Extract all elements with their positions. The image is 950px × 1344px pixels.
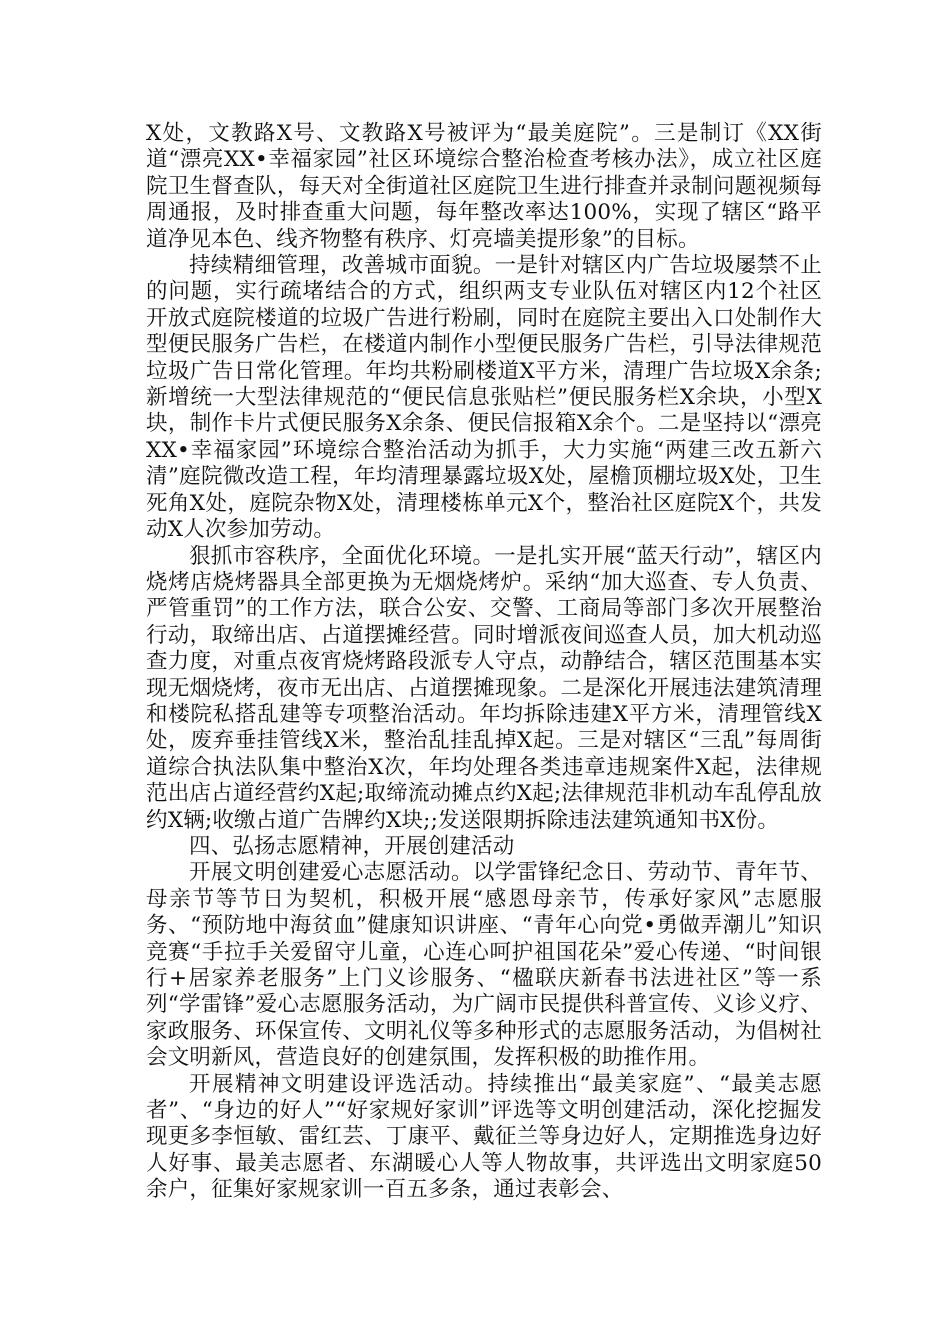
paragraph-refined-management: 持续精细管理，改善城市面貌。一是针对辖区内广告垃圾屡禁不止的问题，实行疏堵结合的方式，组织两支专业队伍对辖区内12个社区开放式庭院楼道的垃圾广告进行粉刷，同时在庭院主要出入口处制作大型便民服务广告栏，在楼道内制作小型便民服务广告栏，引导法律规范垃圾广告日常化管理。年均共粉刷楼道X平方米，清理广告垃圾X余条;新增统一大型法律规范的“便民信息张贴栏”便民服务栏X余块，小型X块，制作卡片式便民服务X余条、便民信报箱X余个。二是坚持以“漂亮XX•幸福家园”环境综合整治活动为抓手，大力实施“两建三改五新六清”庭院微改造工程，年均清理暴露垃圾X处，屋檐顶棚垃圾X处，卫生死角X处，庭院杂物X处，清理楼栋单元X个，整治社区庭院X个，共发动X人次参加劳动。 bbox=[146, 253, 822, 543]
paragraph-civilization-selection: 开展精神文明建设评选活动。持续推出“最美家庭”、“最美志愿者”、“身边的好人”“好家规好家训”评选等文明创建活动，深化挖掘发现更多李恒敏、雷红芸、丁康平、戴征兰等身边好人，定期推选身边好人好事、最美志愿者、东湖暖心人等人物故事，共评选出文明家庭50余户，征集好家规家训一百五多条，通过表彰会、 bbox=[146, 1071, 822, 1203]
document-page bbox=[146, 121, 822, 1204]
paragraph-city-order: 狠抓市容秩序，全面优化环境。一是扎实开展“蓝天行动”，辖区内烧烤店烧烤器具全部更换为无烟烧烤炉。采纳“加大巡查、专人负责、严管重罚”的工作方法，联合公安、交警、工商局等部门多次开展整治行动，取缔出店、占道摆摊经营。同时增派夜间巡查人员，加大机动巡查力度，对重点夜宵烧烤路段派专人守点，动静结合，辖区范围基本实现无烟烧烤，夜市无出店、占道摆摊现象。二是深化开展违法建筑清理和楼院私搭乱建等专项整治活动。年均拆除违建X平方米，清理管线X处，废弃垂挂管线X米，整治乱挂乱掉X起。三是对辖区“三乱”每周街道综合执法队集中整治X次，年均处理各类违章违规案件X起，法律规范出店占道经营约X起;取缔流动摊点约X起;法律规范非机动车乱停乱放约X辆;收缴占道广告牌约X块;;发送限期拆除违法建筑通知书X份。 bbox=[146, 543, 822, 833]
paragraph-volunteer-activities: 开展文明创建爱心志愿活动。以学雷锋纪念日、劳动节、青年节、母亲节等节日为契机，积极开展“感恩母亲节，传承好家风”志愿服务、“预防地中海贫血”健康知识讲座、“青年心向党•勇做弄潮儿”知识竞赛“手拉手关爱留守儿童，心连心呵护祖国花朵”爱心传递、“时间银行+居家养老服务”上门义诊服务、“楹联庆新春书法进社区”等一系列“学雷锋”爱心志愿服务活动，为广阔市民提供科普宣传、义诊义疗、家政服务、环保宣传、文明礼仪等多种形式的志愿服务活动，为倡树社会文明新风，营造良好的创建氛围，发挥积极的助推作用。 bbox=[146, 860, 822, 1071]
section-heading-volunteer: 四、弘扬志愿精神，开展创建活动 bbox=[189, 833, 515, 859]
paragraph-courtyard-results: X处，文教路X号、文教路X号被评为“最美庭院”。三是制订《XX街道“漂亮XX•幸福家园”社区环境综合整治检查考核办法》，成立社区庭院卫生督查队，每天对全街道社区庭院卫生进行排查并录制问题视频每周通报，及时排查重大问题，每年整改率达100%，实现了辖区“路平道净见本色、线齐物整有秩序、灯亮墙美提形象”的目标。 bbox=[146, 121, 822, 252]
